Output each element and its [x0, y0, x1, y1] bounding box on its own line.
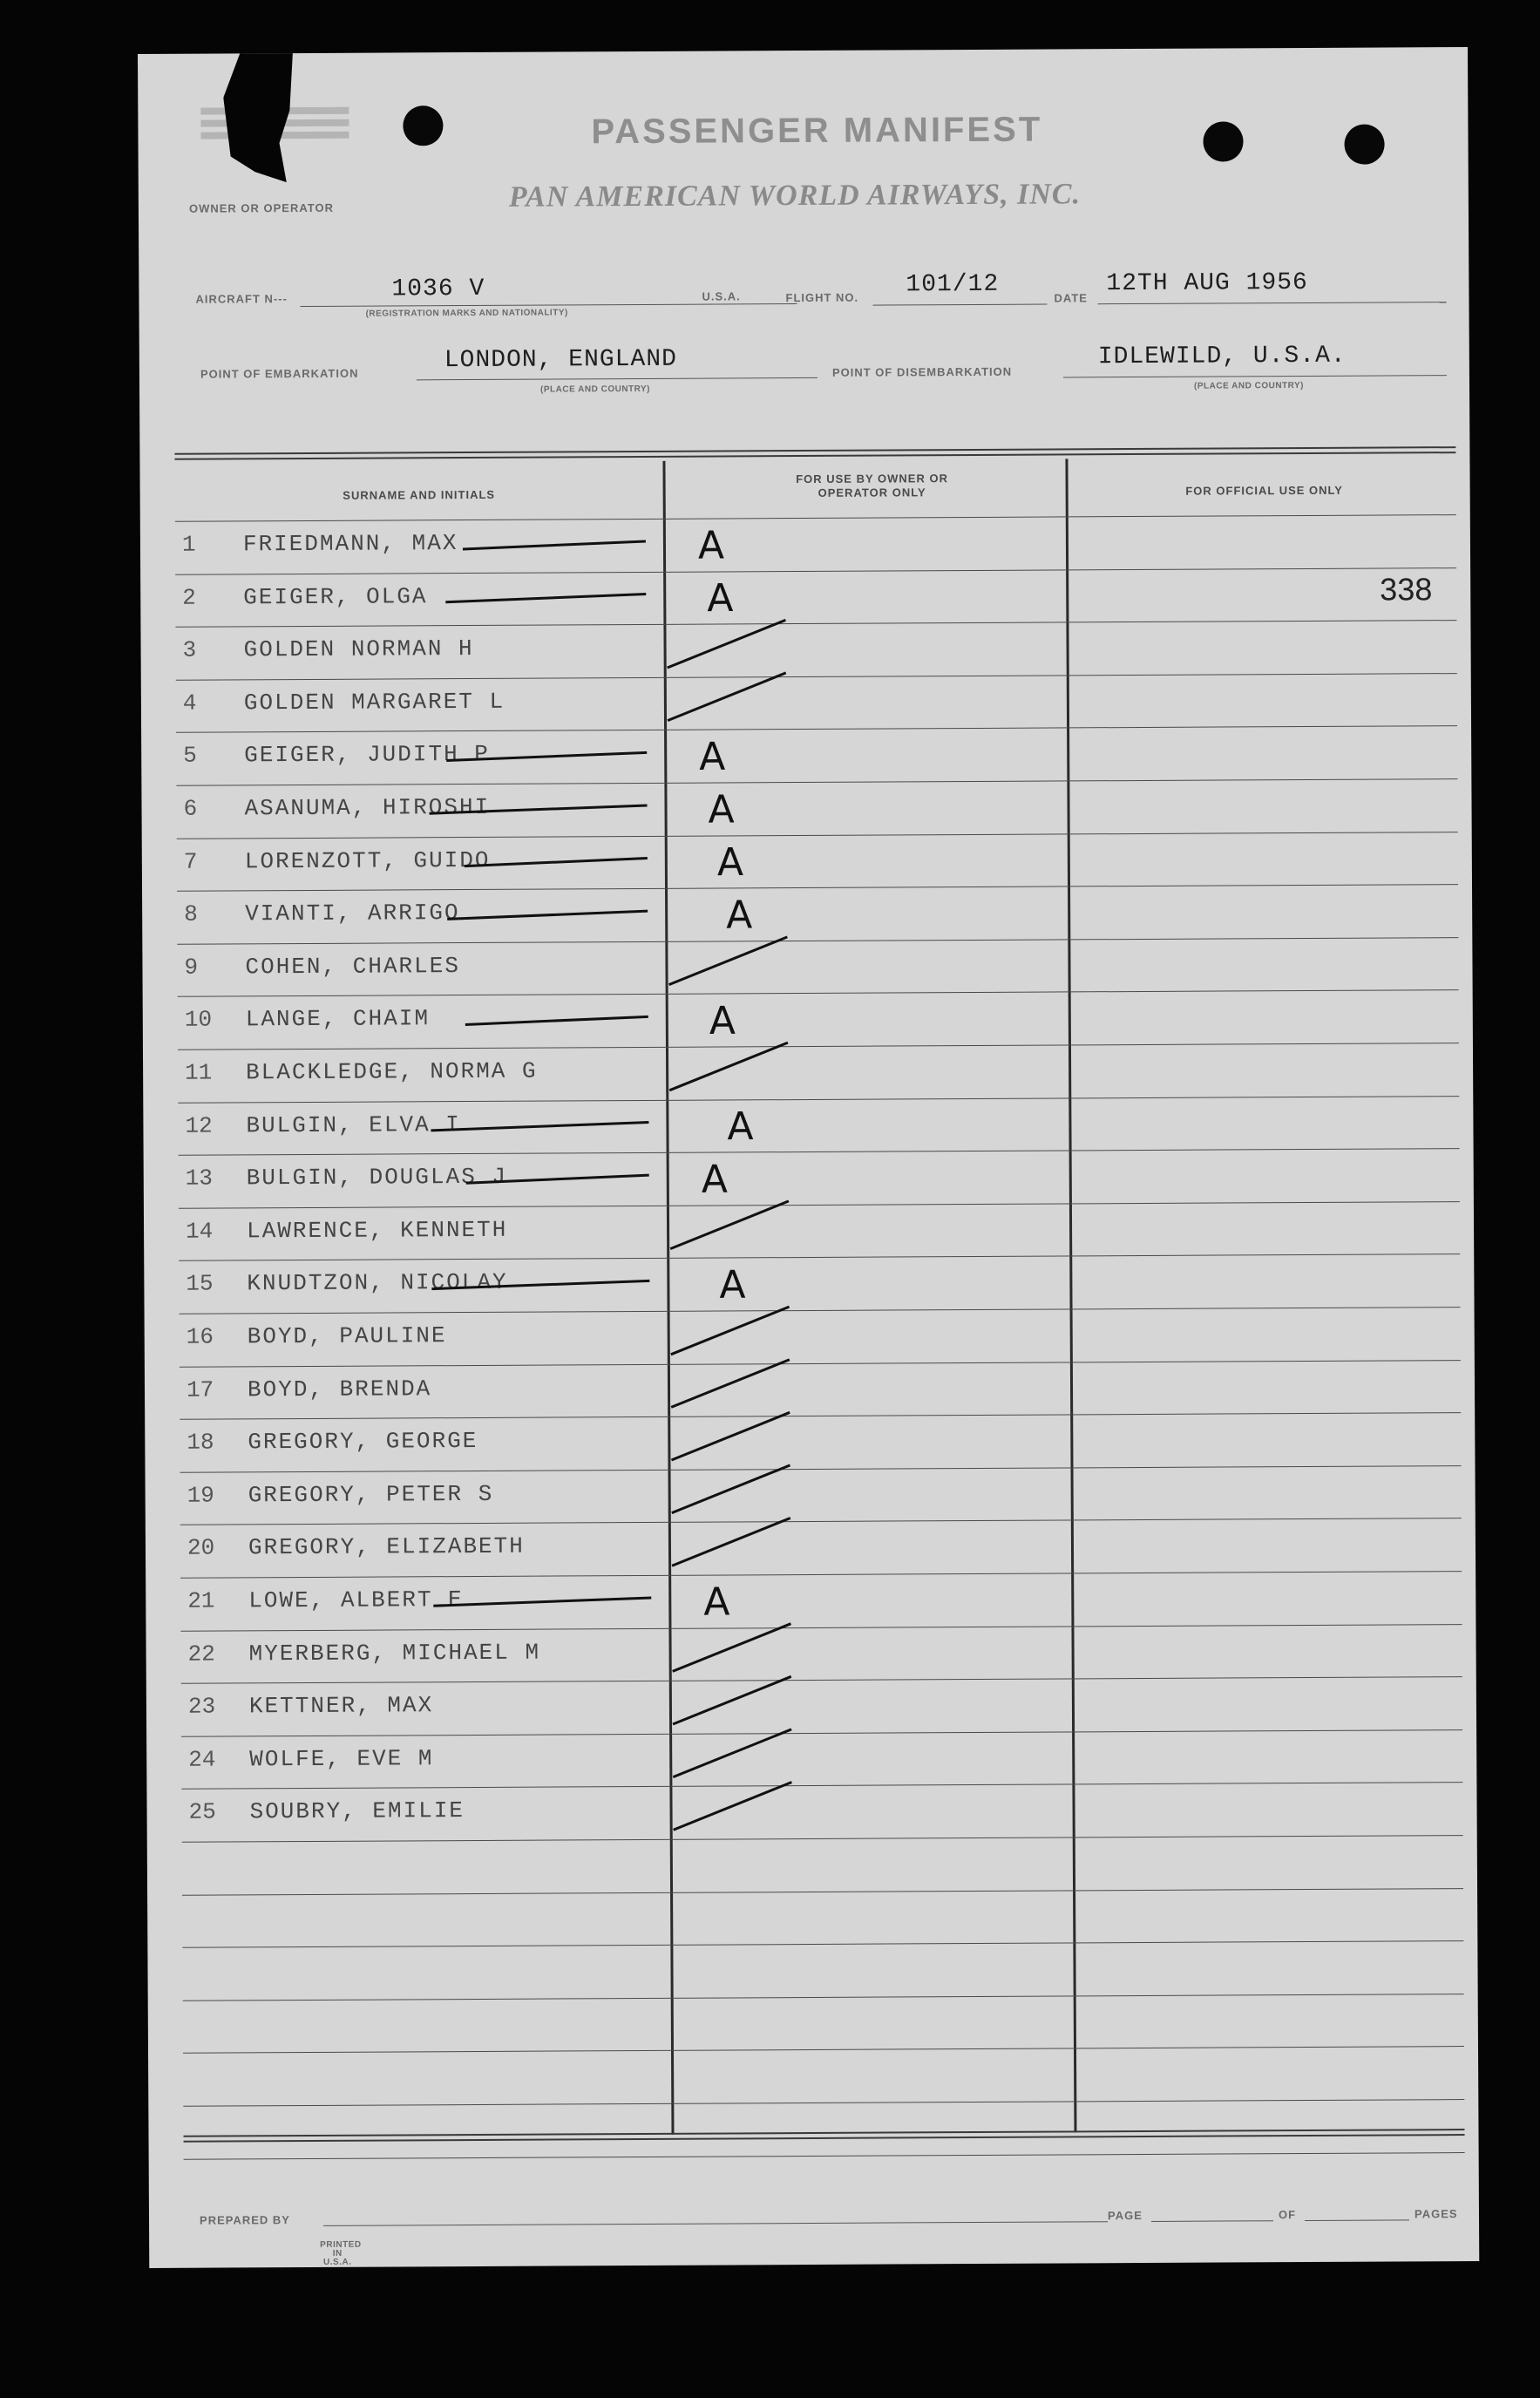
airline-name: PAN AMERICAN WORLD AIRWAYS, INC. [508, 178, 1082, 214]
check-dash [430, 805, 648, 813]
owner-label: OWNER OR OPERATOR [188, 200, 334, 215]
country-label: U.S.A. [702, 289, 741, 303]
mark-letter: A [699, 734, 726, 780]
passenger-name: GOLDEN NORMAN H [243, 635, 474, 663]
check-dash [447, 911, 648, 919]
embark-note: (PLACE AND COUNTRY) [539, 384, 651, 395]
passenger-name: VIANTI, ARRIGO [245, 900, 460, 927]
row-number: 25 [188, 1798, 216, 1826]
mark-letter: A [719, 1262, 746, 1308]
column-header-owner: FOR USE BY OWNER OR OPERATOR ONLY [796, 472, 948, 499]
passenger-name: GEIGER, JUDITH P [244, 741, 490, 769]
check-tick [667, 620, 785, 668]
check-dash [431, 1281, 649, 1288]
official-entry: 338 [1380, 570, 1433, 608]
row-number: 13 [185, 1165, 214, 1192]
pages-label: PAGES [1414, 2207, 1458, 2221]
row-number: 23 [187, 1693, 216, 1720]
row-number: 17 [186, 1376, 214, 1403]
passenger-name: MYERBERG, MICHAEL M [248, 1639, 541, 1667]
check-tick [671, 1412, 790, 1460]
column-header-names: SURNAME AND INITIALS [343, 487, 496, 502]
passenger-name: GREGORY, PETER S [248, 1480, 494, 1509]
date-label: DATE [1054, 291, 1088, 305]
mark-letter: A [703, 1579, 730, 1625]
disembark-value: IDLEWILD, U.S.A. [1097, 342, 1347, 371]
passenger-name: KETTNER, MAX [248, 1692, 434, 1720]
check-dash [465, 1016, 648, 1024]
mark-letter: A [727, 1104, 754, 1150]
row-number: 14 [185, 1218, 214, 1245]
passenger-name: GREGORY, GEORGE [248, 1428, 478, 1456]
row-number: 1 [181, 531, 196, 558]
check-dash [446, 752, 647, 760]
flight-no-label: FLIGHT NO. [785, 290, 859, 305]
row-number: 2 [182, 584, 196, 611]
row-number: 9 [184, 954, 199, 981]
check-tick [671, 1465, 790, 1513]
disembark-note: (PLACE AND COUNTRY) [1193, 380, 1305, 391]
passenger-name: GEIGER, OLGA [243, 582, 428, 610]
passenger-name: BOYD, PAULINE [247, 1322, 447, 1350]
check-tick [668, 937, 787, 985]
passenger-name: BOYD, BRENDA [247, 1375, 432, 1403]
row-number: 22 [187, 1641, 215, 1668]
flight-no-value: 101/12 [906, 270, 1000, 299]
row-number: 19 [187, 1482, 214, 1509]
prepared-by-label: PREPARED BY [199, 2213, 291, 2227]
passenger-name: GREGORY, ELIZABETH [248, 1533, 525, 1561]
aircraft-value: 1036 V [391, 275, 485, 303]
mark-letter: A [726, 893, 753, 938]
passenger-name: SOUBRY, EMILIE [249, 1797, 465, 1825]
row-number: 11 [185, 1059, 213, 1086]
passenger-name: WOLFE, EVE M [249, 1745, 434, 1773]
passenger-name: LANGE, CHAIM [245, 1005, 431, 1033]
passenger-name: BULGIN, ELVA I [246, 1111, 461, 1138]
check-dash [463, 541, 646, 549]
check-dash [431, 1123, 648, 1131]
mark-letter: A [709, 998, 736, 1043]
row-number: 10 [184, 1006, 213, 1034]
row-number: 12 [185, 1112, 213, 1139]
check-tick [671, 1360, 790, 1408]
mark-letter: A [701, 1157, 729, 1202]
mark-letter: A [707, 576, 734, 622]
passenger-name: ASANUMA, HIROSHI [244, 793, 491, 822]
aircraft-label: AIRCRAFT N--- [195, 292, 288, 306]
disembark-label: POINT OF DISEMBARKATION [831, 364, 1013, 379]
row-number: 6 [183, 795, 198, 822]
passenger-name: BLACKLEDGE, NORMA G [246, 1057, 538, 1086]
check-dash [466, 1175, 649, 1183]
page-title: PASSENGER MANIFEST [591, 110, 1043, 152]
mark-letter: A [697, 523, 725, 568]
registration-note: (REGISTRATION MARKS AND NATIONALITY) [365, 308, 568, 319]
check-tick [672, 1518, 790, 1566]
check-tick [673, 1676, 791, 1724]
row-number: 7 [183, 848, 198, 875]
passenger-name: KNUDTZON, NICOLAY [247, 1269, 508, 1297]
passenger-name: LORENZOTT, GUIDO [244, 846, 491, 874]
row-number: 8 [184, 900, 198, 927]
mark-letter: A [708, 787, 735, 832]
check-tick [668, 673, 786, 721]
passenger-name: GOLDEN MARGARET L [243, 688, 505, 717]
passenger-name: COHEN, CHARLES [245, 952, 460, 981]
check-tick [669, 1043, 788, 1090]
manifest-sheet [138, 47, 1479, 2268]
row-number: 24 [188, 1746, 216, 1773]
row-number: 15 [186, 1270, 214, 1298]
column-header-official: FOR OFFICIAL USE ONLY [1185, 483, 1343, 498]
handwritten-checkmarks [138, 47, 1479, 2268]
mark-letter: A [716, 839, 744, 886]
passenger-name: LOWE, ALBERT E [248, 1586, 464, 1614]
check-dash [445, 594, 646, 602]
passenger-name: BULGIN, DOUGLAS J [246, 1163, 508, 1192]
check-tick [670, 1201, 789, 1249]
row-number: 4 [182, 690, 197, 717]
row-number: 20 [187, 1534, 215, 1562]
embark-value: LONDON, ENGLAND [444, 345, 677, 375]
printed-note: PRINTED IN U.S.A. [320, 2239, 362, 2267]
row-number: 21 [187, 1587, 215, 1614]
of-label: OF [1278, 2208, 1297, 2222]
row-number: 5 [183, 743, 197, 770]
page-label: PAGE [1107, 2208, 1143, 2223]
row-number: 18 [187, 1429, 214, 1456]
row-number: 3 [182, 636, 197, 663]
check-dash [433, 1598, 651, 1606]
passenger-name: FRIEDMANN, MAX [242, 530, 458, 558]
check-tick [671, 1307, 790, 1355]
check-tick [672, 1624, 790, 1672]
embark-label: POINT OF EMBARKATION [200, 366, 359, 381]
date-value: 12TH AUG 1956 [1106, 268, 1308, 298]
row-number: 16 [186, 1323, 214, 1350]
check-dash [465, 859, 648, 866]
check-tick [673, 1782, 791, 1830]
passenger-name: LAWRENCE, KENNETH [246, 1216, 508, 1245]
check-tick [673, 1729, 791, 1777]
